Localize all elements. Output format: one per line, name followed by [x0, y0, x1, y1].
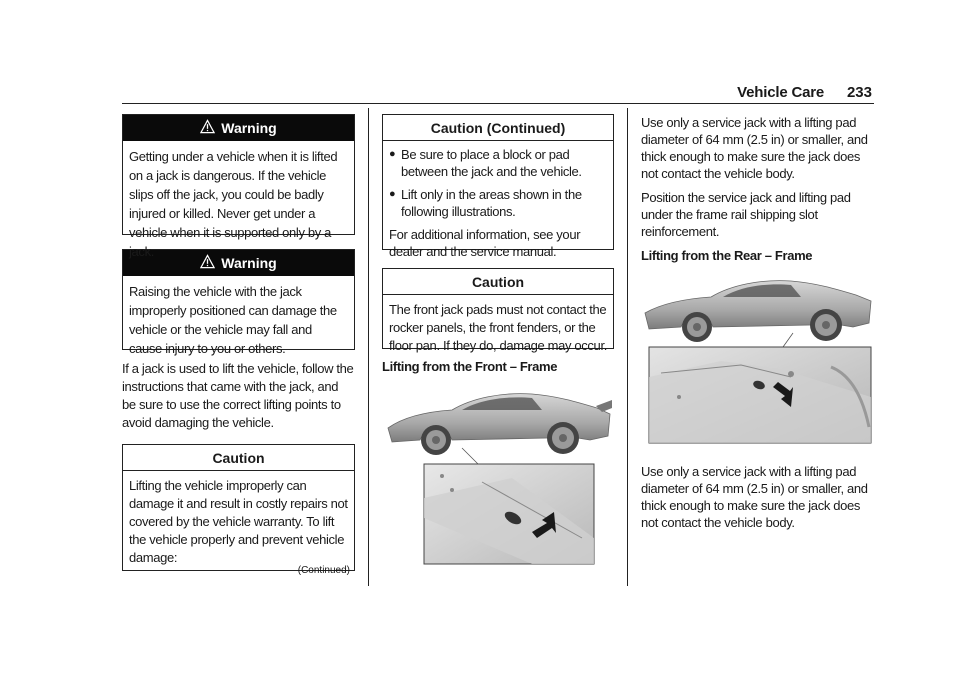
body-paragraph: Use only a service jack with a lifting pad diameter of 64 mm (2.5 in) or smaller, and thick enough to make sure the jack does not contact the vehicle body.	[641, 115, 868, 181]
caution-heading: Caution	[383, 269, 613, 295]
warning-triangle-icon	[200, 119, 215, 137]
warning-box	[122, 114, 355, 259]
warning-heading: Warning	[221, 120, 277, 136]
caution-box	[122, 444, 355, 576]
column-2	[382, 114, 614, 568]
front-lift-illustration	[382, 388, 614, 568]
bullet-item	[389, 186, 607, 220]
caution-box	[382, 114, 614, 259]
body-paragraph: Position the service jack and lifting pad under the frame rail shipping slot reinforcement.	[641, 190, 851, 239]
caution-text: Lifting the vehicle improperly can damage it and result in costly repairs not covered by the vehicle warranty. To lift the vehicle properly and prevent vehicle damage:	[129, 478, 348, 565]
caution-box	[382, 268, 614, 353]
warning-header	[123, 250, 354, 276]
column-divider	[627, 108, 628, 586]
warning-box	[122, 249, 355, 356]
column-3	[641, 114, 876, 531]
caution-heading: Caution (Continued)	[383, 115, 613, 141]
figure-heading: Lifting from the Rear – Frame	[641, 248, 813, 263]
continued-label: (Continued)	[297, 565, 350, 576]
caution-text: The front jack pads must not contact the rocker panels, the front fenders, or the floor pan. If they do, damage may occur.	[389, 302, 607, 353]
rear-lift-illustration	[641, 277, 876, 447]
column-1	[122, 114, 355, 576]
bullet-icon: ●	[389, 148, 396, 160]
body-paragraph: If a jack is used to lift the vehicle, follow the instructions that came with the jack, and be sure to use the correct lifting points to avoid damaging the vehicle.	[122, 361, 354, 430]
caution-heading: Caution	[123, 445, 354, 471]
page-header	[122, 84, 874, 104]
column-divider	[368, 108, 369, 586]
page-number: 233	[846, 84, 872, 101]
bullet-text: Be sure to place a block or pad between the jack and the vehicle.	[401, 147, 582, 179]
caution-text: For additional information, see your dealer and the service manual.	[389, 227, 581, 259]
bullet-item	[389, 146, 607, 180]
warning-heading: Warning	[221, 255, 277, 271]
bullet-text: Lift only in the areas shown in the following illustrations.	[401, 187, 582, 219]
warning-header	[123, 115, 354, 141]
warning-triangle-icon	[200, 254, 215, 272]
figure-heading: Lifting from the Front – Frame	[382, 359, 558, 374]
warning-text: Raising the vehicle with the jack improperly positioned can damage the vehicle or the vehicle may fall and cause injury to you or others.	[129, 284, 337, 356]
bullet-icon: ●	[389, 188, 396, 200]
section-title: Vehicle Care	[737, 84, 824, 101]
warning-text: Getting under a vehicle when it is lifted on a jack is dangerous. If the vehicle slips off the jack, you could be badly injured or killed. Never get under a vehicle when it is supported only by a jack.	[129, 149, 338, 259]
body-paragraph: Use only a service jack with a lifting pad diameter of 64 mm (2.5 in) or smaller, and thick enough to make sure the jack does not contact the vehicle body.	[641, 464, 868, 530]
